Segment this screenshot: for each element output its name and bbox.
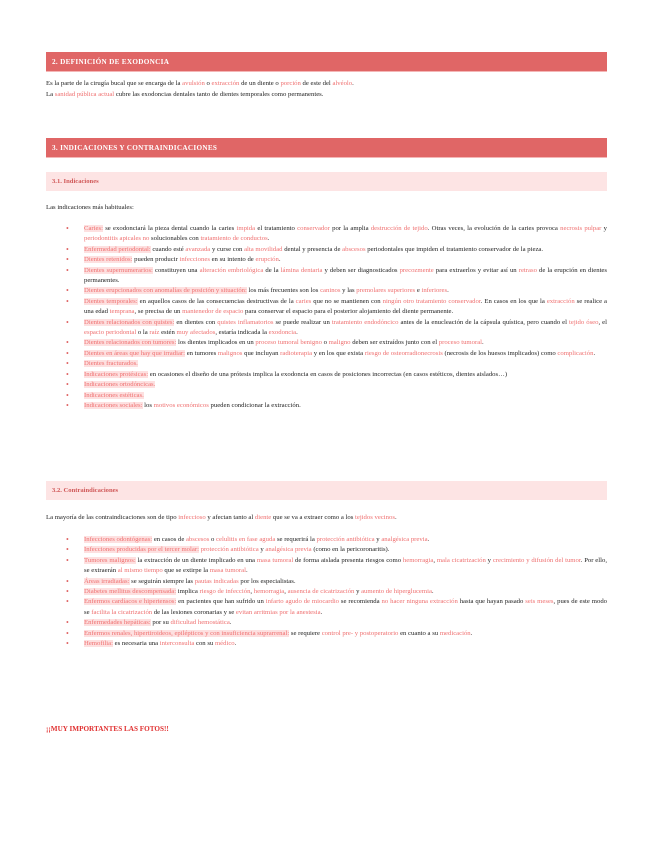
body-text: pueden producir	[132, 256, 180, 264]
highlighted-term: analgésica previa	[265, 546, 312, 554]
highlighted-term: alteración embriológica	[199, 266, 264, 274]
highlighted-term: tratamiento de conductos	[200, 235, 268, 243]
term-label: Dientes erupcionados con anomalías de posición y situación:	[84, 287, 247, 295]
highlighted-term: erupción	[255, 256, 279, 264]
body-text: deben ser extraídos junto con el	[350, 339, 439, 347]
highlighted-term: malignos	[217, 349, 243, 357]
highlighted-term: mala cicatrización	[436, 556, 486, 564]
term-label: Indicaciones ortodóncicas.	[84, 381, 156, 389]
body-text: pueden condicionar la extracción.	[208, 401, 301, 409]
highlighted-term: hemorragia	[402, 556, 434, 564]
highlighted-term: alvéolo	[332, 80, 353, 87]
body-text: se seguirán siempre las	[129, 577, 195, 585]
highlighted-term: abscesos	[342, 245, 366, 253]
body-text: Es la parte de la cirugía bucal que se encarga de la	[46, 80, 183, 87]
list-item	[66, 338, 607, 348]
body-text: en aquellos casos de las consecuencias destructivas de la	[137, 297, 296, 305]
highlighted-term: lámina dentaria	[280, 266, 323, 274]
body-text: o	[321, 339, 329, 347]
term-label: Dientes relacionados con tumores:	[84, 339, 177, 347]
body-text: los	[142, 401, 154, 409]
body-text: .	[427, 536, 430, 543]
highlighted-term: analgésica previa	[381, 536, 428, 543]
highlighted-term: extracción	[546, 297, 575, 305]
body-text: se requerirá la	[275, 536, 317, 543]
term-label: Dientes relacionados con quistes:	[84, 318, 175, 326]
body-text: La mayoría de las contraindicaciones son de tipo	[46, 514, 179, 521]
body-text: por los especialistas.	[238, 577, 296, 585]
body-text: de un diente o	[239, 80, 281, 87]
body-text: y	[374, 536, 382, 543]
highlighted-term: destrucción de tejido	[370, 225, 428, 232]
highlighted-term: premolares superiores	[356, 287, 416, 295]
term-label: Áreas irradiadas:	[84, 577, 130, 585]
body-text: .	[234, 640, 237, 648]
body-text: que incluyan	[242, 349, 281, 357]
section-2-header	[46, 52, 607, 72]
body-text: por su	[150, 619, 171, 627]
term-label: Indicaciones protésicas:	[84, 370, 149, 378]
highlighted-term: facilita la cicatrización	[91, 608, 153, 616]
highlighted-term: riesgo de infección	[199, 588, 251, 596]
body-text: y	[354, 588, 362, 596]
body-text: en dientes con	[174, 318, 218, 326]
list-item	[66, 545, 607, 555]
definition-paragraph-2	[46, 90, 607, 100]
body-text: que no se mantienen con	[311, 297, 383, 305]
highlighted-term: interconsulta	[159, 640, 195, 648]
body-text: cubre las exodoncias dentales tanto de dientes temporales como permanentes.	[114, 91, 324, 98]
highlighted-term: impida	[236, 225, 256, 232]
list-item	[66, 597, 607, 618]
term-label: Dientes temporales:	[84, 297, 138, 305]
highlighted-term: abscesos	[185, 536, 210, 543]
list-item	[66, 266, 607, 287]
term-label: Infecciones odontógenas:	[84, 536, 153, 543]
body-text: dental y presencia de	[282, 245, 343, 253]
highlighted-term: raíz	[149, 329, 160, 337]
body-text: el tratamiento	[255, 225, 298, 232]
indicaciones-intro: Las indicaciones más habituales:	[46, 204, 134, 211]
section-2-title: 2. DEFINICIÓN DE EXODONCIA	[52, 58, 170, 66]
body-text: se realice a una edad	[84, 297, 607, 316]
highlighted-term: evitan arritmias por la anestesia	[235, 608, 321, 616]
highlighted-term: hemorragia	[253, 588, 285, 596]
body-text: en tumores	[185, 349, 218, 357]
body-text: .	[267, 235, 270, 243]
body-text: de forma aislada presenta riesgos como	[293, 556, 403, 564]
term-label: Indicaciones estéticas.	[84, 391, 144, 399]
body-text: y	[485, 556, 493, 564]
list-item	[66, 391, 607, 401]
body-text: .	[394, 514, 397, 521]
highlighted-term: precozmente	[399, 266, 434, 274]
body-text: o	[209, 536, 217, 543]
term-label: Tumores malignos:	[84, 556, 136, 564]
term-label: Dientes supernumerarios:	[84, 266, 153, 274]
body-text: . Por ello, se extraerán	[84, 556, 608, 575]
highlighted-term: ausencia de cicatrización	[287, 588, 355, 596]
highlighted-term: periodontitis apicales no	[84, 235, 150, 243]
body-text: en su intento de	[209, 256, 256, 264]
indicaciones-subheader	[46, 172, 607, 191]
body-text: y deben ser diagnosticados	[322, 266, 400, 274]
body-text: implica	[176, 588, 200, 596]
body-text: , estaría indicada la	[215, 329, 269, 337]
highlighted-term: espacio periodontal	[84, 329, 137, 337]
indicaciones-title: 3.1. Indicaciones	[52, 178, 99, 185]
body-text: .	[320, 608, 323, 616]
highlighted-term: infeccioso	[178, 514, 206, 521]
body-text: periodontales que impiden el tratamiento conservador de la pieza.	[365, 245, 544, 253]
body-text: o	[204, 80, 212, 87]
body-text: los dientes implicados en un	[176, 339, 256, 347]
body-text: de este del	[300, 80, 333, 87]
highlighted-term: riesgo de osteorradionecrosis	[364, 349, 443, 357]
list-item	[66, 556, 607, 577]
highlighted-term: protección antibiótica	[200, 546, 259, 554]
highlighted-term: celulitis en fase aguda	[216, 536, 276, 543]
body-text: y curse con	[210, 245, 245, 253]
highlighted-term: tejido óseo	[569, 318, 599, 326]
body-text: , se precisa de un	[134, 308, 183, 316]
highlighted-term: dificultad hemostática	[170, 619, 230, 627]
highlighted-term: necrosis pulpar	[560, 225, 602, 232]
body-text: .	[278, 256, 281, 264]
highlighted-term: tratamiento endodóncico	[331, 318, 399, 326]
body-text: y afectan tanto al	[205, 514, 255, 521]
term-label: Enfermedades hepáticas:	[84, 619, 151, 627]
body-text: o la	[136, 329, 150, 337]
list-item	[66, 224, 607, 245]
body-text: se recomienda	[339, 598, 382, 606]
contraindicaciones-list	[66, 535, 607, 649]
body-text: .	[482, 339, 484, 347]
highlighted-term: al mismo tiempo	[117, 567, 163, 575]
contraindicaciones-intro	[46, 513, 607, 523]
body-text: (necrosis de los huesos implicados) como	[442, 349, 558, 357]
highlighted-term: proceso tumoral	[438, 339, 483, 347]
highlighted-term: masa tumoral	[209, 567, 246, 575]
highlighted-term: conservador	[297, 225, 330, 232]
highlighted-term: sanidad pública actual	[54, 91, 115, 98]
term-label: Infecciones producidas por el tercer molar:	[84, 546, 199, 554]
body-text: cuando esté	[150, 245, 186, 253]
highlighted-term: médico	[214, 640, 235, 648]
list-item	[66, 286, 607, 296]
highlighted-term: diente	[254, 514, 272, 521]
body-text: es necesaria una	[112, 640, 160, 648]
list-item	[66, 255, 607, 265]
highlighted-term: retraso	[518, 266, 537, 274]
body-text: que se va a extraer como a los	[271, 514, 355, 521]
body-text: .	[431, 588, 434, 596]
body-text: en pacientes que han sufrido un	[176, 598, 266, 606]
term-label: Enfermos renales, hipertiroideos, epilépticos y con insuficiencia suprarrenal:	[84, 629, 290, 637]
body-text: para conservar el espacio para el posterior alojamiento del diente permanente.	[243, 308, 454, 316]
list-item	[66, 577, 607, 587]
body-text: y	[258, 546, 266, 554]
body-text: constituyen una	[152, 266, 200, 274]
body-text: para extraerlos y evitar así un	[433, 266, 519, 274]
body-text: en cuanto a su	[398, 629, 440, 637]
highlighted-term: ningún otro tratamiento conservador	[382, 297, 481, 305]
body-text: .	[296, 329, 298, 337]
highlighted-term: mantenedor de espacio	[182, 308, 244, 316]
body-text: y en los que exista	[312, 349, 365, 357]
body-text: .	[245, 567, 248, 575]
body-text: se exodonciará la pieza dental cuando la caries	[102, 225, 237, 232]
body-text: .	[229, 619, 232, 627]
highlighted-term: tejidos vecinos	[355, 514, 395, 521]
highlighted-term: medicación	[439, 629, 471, 637]
term-label: Diabetes mellitus descompensada:	[84, 588, 177, 596]
list-item	[66, 245, 607, 255]
contraindicaciones-subheader	[46, 481, 607, 500]
term-label: Caries:	[84, 225, 103, 232]
body-text: que se extirpe la	[162, 567, 210, 575]
body-text: con su	[194, 640, 215, 648]
term-label: Enfermedad periodontal:	[84, 245, 151, 253]
indicaciones-list	[66, 224, 607, 411]
highlighted-term: masa tumoral	[256, 556, 294, 564]
body-text: de la erupción en dientes permanentes.	[84, 266, 608, 285]
highlighted-term: control pre- y postoperatorio	[321, 629, 399, 637]
highlighted-term: muy afectados	[176, 329, 216, 337]
list-item	[66, 359, 607, 369]
term-label: Dientes retenidos:	[84, 256, 133, 264]
highlighted-term: quistes inflamatorios	[217, 318, 274, 326]
term-label: Dientes en áreas que hay que irradiar:	[84, 349, 186, 357]
body-text: (como en la pericoronaritis).	[311, 546, 390, 554]
body-text: en casos de	[152, 536, 186, 543]
highlighted-term: crecimiento y difusión del tumor	[492, 556, 581, 564]
body-text: de la	[263, 266, 281, 274]
list-item	[66, 639, 607, 649]
list-item	[66, 349, 607, 359]
body-text: solucionables con	[149, 235, 201, 243]
body-text: .	[352, 80, 354, 87]
highlighted-term: infecciones	[179, 256, 210, 264]
list-item	[66, 401, 607, 411]
highlighted-term: no hacer ninguna extracción	[381, 598, 458, 606]
body-text: , el	[598, 318, 608, 326]
highlighted-term: temprana	[109, 308, 135, 316]
body-text: se puede realizar un	[273, 318, 332, 326]
term-label: Indicaciones sociales:	[84, 401, 143, 409]
body-text: de las lesiones coronarias y se	[152, 608, 236, 616]
body-text: , pues de este modo se	[84, 598, 608, 616]
body-text: ,	[250, 588, 254, 596]
term-label: Hemofilia:	[84, 640, 113, 648]
important-photos-alert: ¡¡MUY IMPORTANTES LAS FOTOS!!	[46, 725, 169, 733]
highlighted-term: complicación	[557, 349, 594, 357]
body-text: . Otras veces, la evolución de la caries provoca	[427, 225, 561, 232]
section-3-title: 3. INDICACIONES Y CONTRAINDICACIONES	[52, 144, 218, 152]
list-item	[66, 535, 607, 545]
highlighted-term: extracción	[211, 80, 240, 87]
body-text: .	[470, 629, 473, 637]
list-item	[66, 297, 607, 318]
list-item	[66, 629, 607, 639]
list-item	[66, 370, 607, 380]
body-text: ,	[284, 588, 288, 596]
highlighted-term: aumento de hiperglucemia	[361, 588, 432, 596]
body-text: en ocasiones el diseño de una prótesis implica la exodoncia en casos de posiciones incorrectas (en casos estéticos, dientes aislados…)	[148, 370, 508, 378]
highlighted-term: inferiores	[421, 287, 448, 295]
highlighted-term: motivos económicos	[153, 401, 209, 409]
body-text: La	[46, 91, 55, 98]
body-text: estén	[159, 329, 177, 337]
body-text: se requiere	[289, 629, 322, 637]
list-item	[66, 618, 607, 628]
highlighted-term: porción	[280, 80, 301, 87]
body-text: .	[593, 349, 596, 357]
highlighted-term: protección antibiótica	[316, 536, 375, 543]
highlighted-term: radioterapia	[280, 349, 313, 357]
contraindicaciones-title: 3.2. Contraindicaciones	[52, 487, 119, 494]
body-text: .	[447, 287, 449, 295]
highlighted-term: seis meses	[525, 598, 554, 606]
body-text: e	[415, 287, 422, 295]
highlighted-term: avanzada	[185, 245, 211, 253]
body-text: antes de la enucleación de la cápsula quística, pero cuando el	[398, 318, 569, 326]
definition-paragraph-1	[46, 79, 607, 89]
body-text: y las	[340, 287, 357, 295]
list-item	[66, 587, 607, 597]
highlighted-term: exodoncia	[268, 329, 297, 337]
list-item	[66, 380, 607, 390]
term-label: Dientes fracturados.	[84, 360, 138, 368]
body-text: la extracción de un diente implicado en una	[135, 556, 257, 564]
body-text: y	[601, 225, 608, 232]
body-text: por la amplia	[329, 225, 371, 232]
highlighted-term: caries	[295, 297, 312, 305]
term-label: Enfermos cardíacos e hipertensos:	[84, 598, 177, 606]
body-text: los más frecuentes son los	[246, 287, 321, 295]
body-text: . En casos en los que la	[480, 297, 547, 305]
highlighted-term: caninos	[320, 287, 341, 295]
highlighted-term: infarto agudo de miocardio	[265, 598, 340, 606]
highlighted-term: maligno	[328, 339, 351, 347]
highlighted-term: avulsión	[182, 80, 205, 87]
body-text: hasta que hayan pasado	[457, 598, 526, 606]
list-item	[66, 318, 607, 339]
body-text: ,	[433, 556, 437, 564]
highlighted-term: alta movilidad	[244, 245, 283, 253]
highlighted-term: proceso tumoral benigno	[255, 339, 322, 347]
highlighted-term: pautas indicadas	[194, 577, 239, 585]
section-3-header	[46, 138, 607, 158]
